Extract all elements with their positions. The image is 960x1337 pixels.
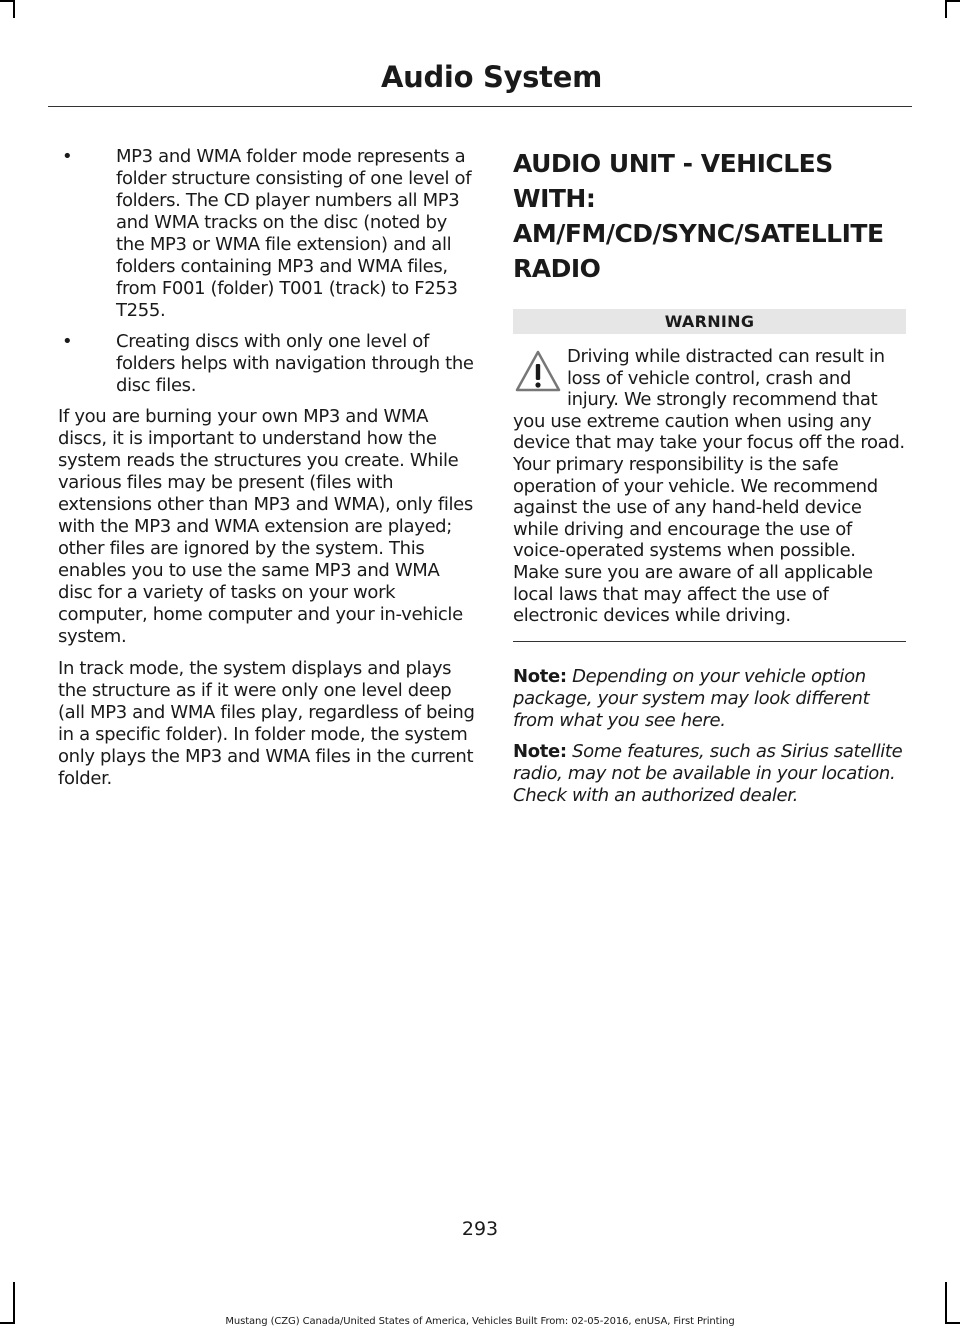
section-heading [513,146,906,286]
section-heading-line: RADIO [513,254,601,283]
body-paragraph: If you are burning your own MP3 and WMA discs, it is important to understand how the system reads the structures you create. While various files may be present (files with extensions other than MP3 and WMA), only files with the MP3 and WMA extension are played; other files are ignored by the system. This enables you to use the same MP3 and WMA disc for a variety of tasks on your work computer, home computer and your in-vehicle system. [58,406,473,647]
footer-text: Mustang (CZG) Canada/United States of America, Vehicles Built From: 02-05-2016, enUSA, First Printing [225,1316,735,1327]
list-item [58,146,476,322]
crop-mark-top-left [0,0,13,2]
warning-divider [513,641,906,642]
note-label: Note: [513,665,567,687]
warning-label: WARNING [513,309,906,334]
warning-triangle-icon [513,346,563,398]
note-label: Note: [513,740,567,762]
crop-mark-top-right [945,0,947,18]
right-column [513,146,906,807]
header-divider [48,106,912,107]
note-text: Depending on your vehicle option package, your system may look different from what you see here. [513,665,870,731]
left-column [58,146,476,800]
section-heading-line: AM/FM/CD/SYNC/SATELLITE [513,219,884,248]
warning-text: Driving while distracted can result in loss of vehicle control, crash and injury. We strongly recommend that you use extreme caution when using any device that may take your focus off the road. Your primary responsibility is the safe operation of your vehicle. We recommend against the use of any hand-held device while driving and encourage the use of voice-operated systems when possible. Make sure you are aware of all applicable local laws that may affect the use of electronic devices while driving. [513,346,905,627]
bullet-dot: • [62,146,73,167]
note [513,741,906,807]
bullet-dot: • [62,331,73,352]
list-item [58,331,476,397]
crop-mark-top-left [13,0,15,18]
body-paragraph: In track mode, the system displays and plays the structure as if it were only one level deep (all MP3 and WMA files play, regardless of being in a specific folder). In folder mode, the system only plays the MP3 and WMA files in the current folder. [58,658,475,789]
list-item-text: Creating discs with only one level of folders helps with navigation through the disc files. [116,331,474,396]
list-item-text: MP3 and WMA folder mode represents a folder structure consisting of one level of folders. The CD player numbers all MP3 and WMA tracks on the disc (noted by the MP3 or WMA file extension) and all folders containing MP3 and WMA files, from F001 (folder) T001 (track) to F253 T255. [116,146,472,321]
note-text: Some features, such as Sirius satellite radio, may not be available in your location. Check with an authorized dealer. [513,740,903,806]
warning-box [513,346,906,627]
page-number: 293 [461,1218,499,1240]
crop-mark-top-right [947,0,960,2]
page-header-title: Audio System [380,60,602,94]
note [513,666,906,732]
section-heading-line: AUDIO UNIT - VEHICLES WITH: [513,149,833,213]
